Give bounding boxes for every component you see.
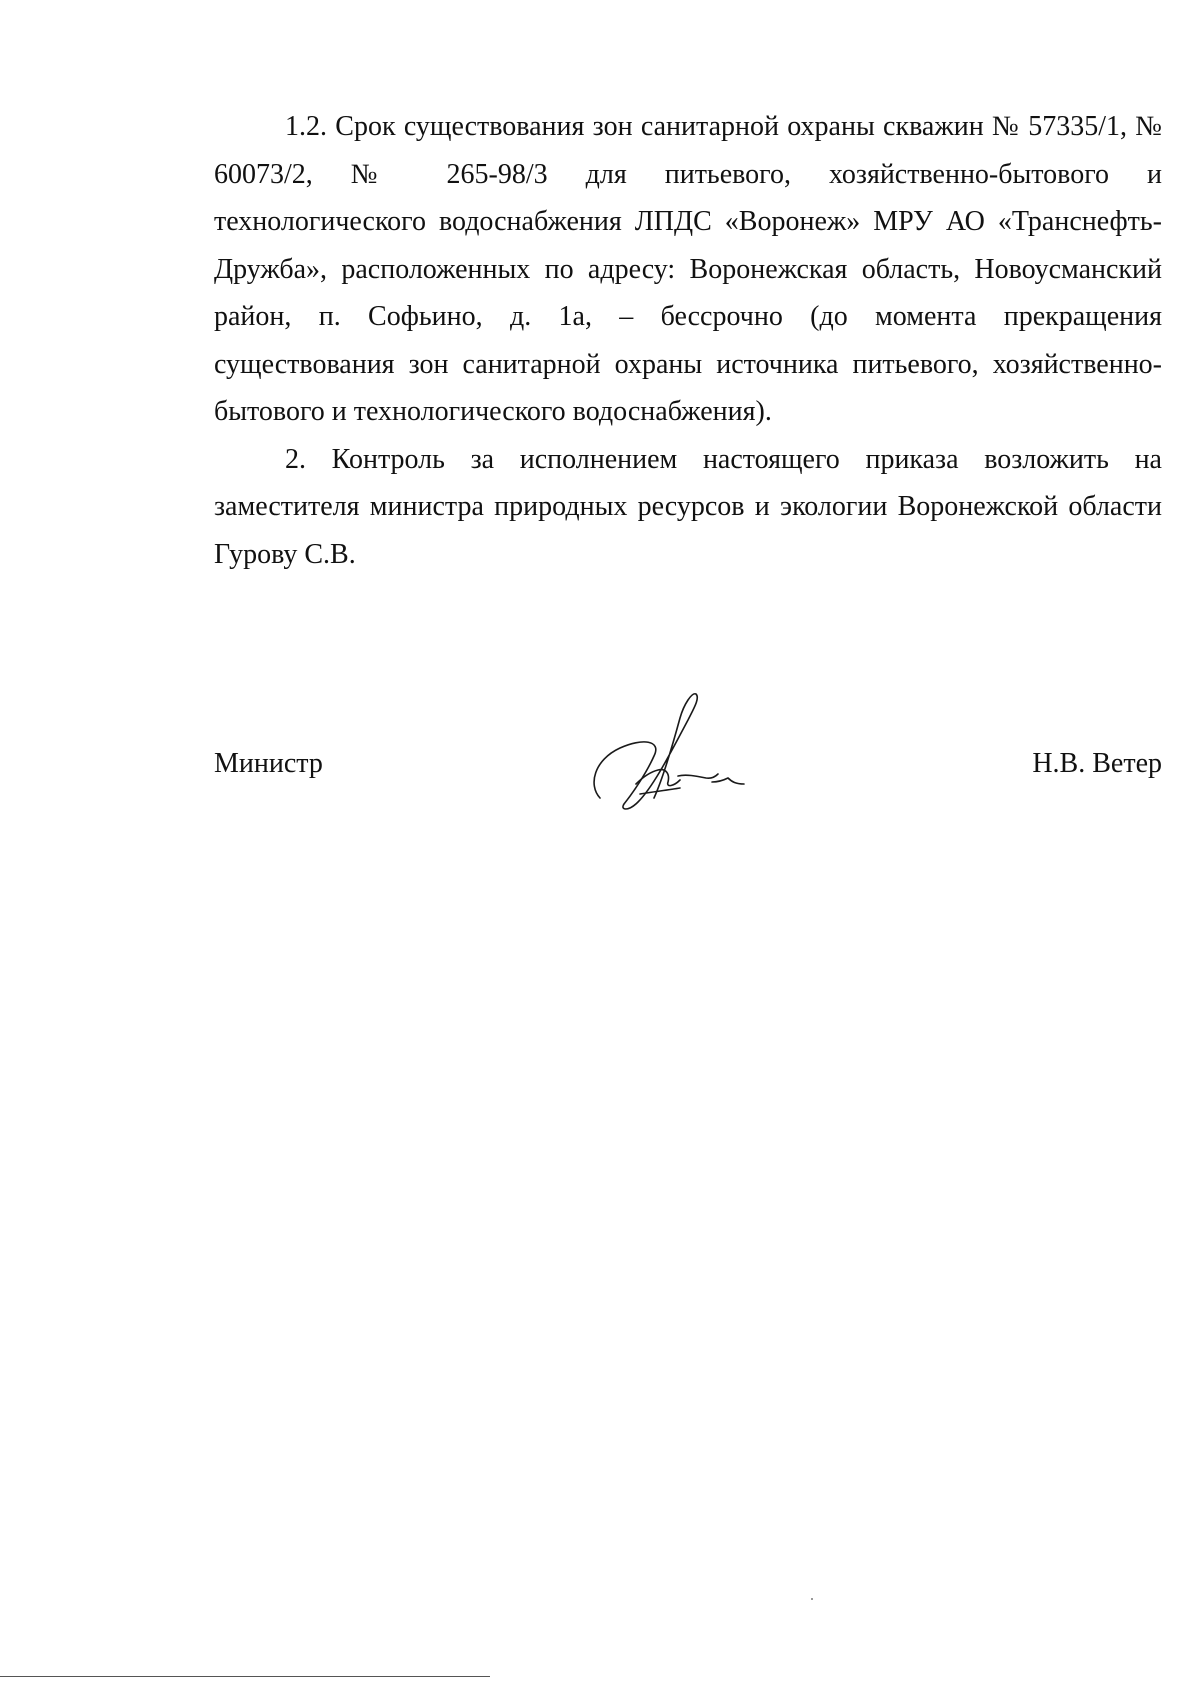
handwritten-signature <box>580 690 760 825</box>
signatory-title: Министр <box>214 748 323 779</box>
signatory-name: Н.В. Ветер <box>1032 748 1162 779</box>
paragraph-1-2: 1.2. Срок существования зон санитарной охраны скважин № 57335/1, № 60073/2, № 265-98/3 для питьевого, хозяйственно-бытового и технологического водоснабжения ЛПДС «Воронеж» МРУ АО «Транснефть-Дружба», расположенных по адресу: Воронежская область, Новоусманский район, п. Софьино, д. 1а, – бессрочно (до момента прекращения существования зон санитарной охраны источника питьевого, хозяйственно-бытового и технологического водоснабжения). <box>214 111 1162 427</box>
scan-speck <box>811 1598 813 1600</box>
footer-rule <box>0 1676 490 1677</box>
document-body <box>214 103 1162 578</box>
paragraph-2: 2. Контроль за исполнением настоящего приказа возложить на заместителя министра природных ресурсов и экологии Воронежской области Гурову С.В. <box>214 443 1162 570</box>
